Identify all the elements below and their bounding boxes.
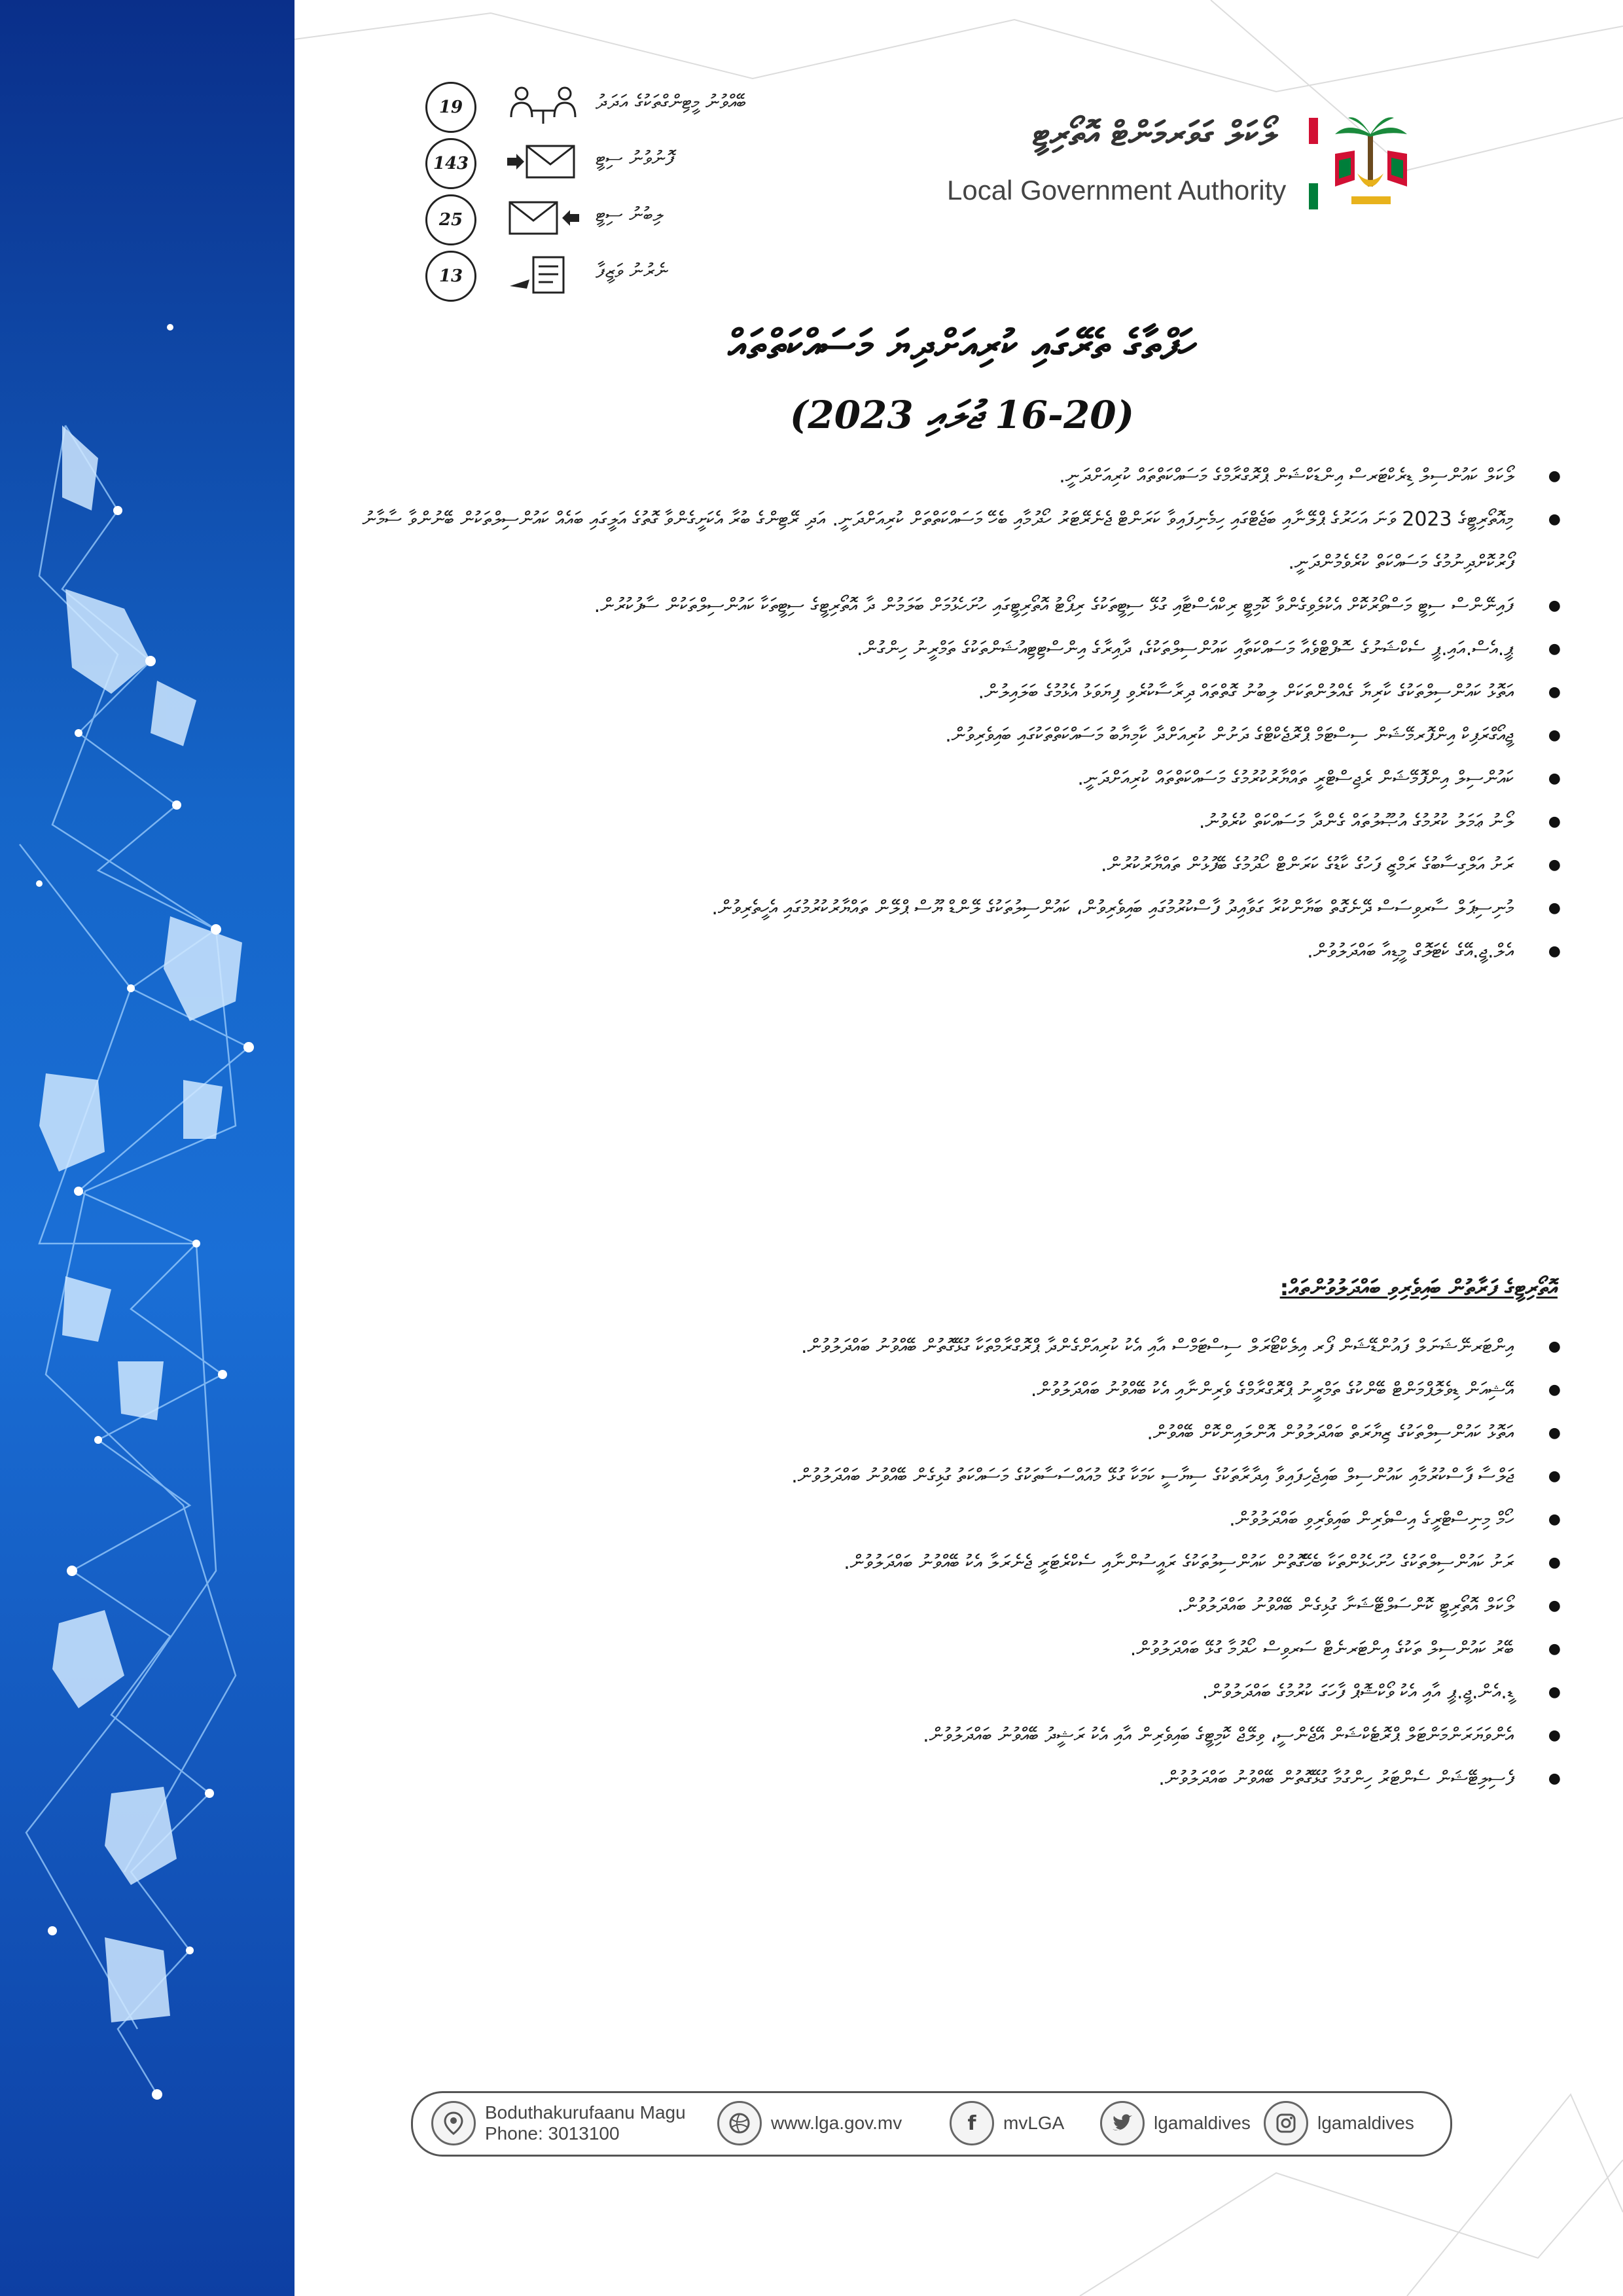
list-item: ● މިއޮތޯރިޓީގެ 2023 ވަނަ އަހަރުގެ ޕްލޭނާއި ބަޖެޓްގައި ހިމެނިފައިވާ ކަރަންޓް ޖެނެރޭޓަރު ހޯދުމާއި ބެހޭ މަސައްކަތްތަށް ކުރިއަށްދަނީ. އަދި ރޭޓިންގެ ބުރާ އެކަށީގެންވާ ގޮތުގެ އަލީގައި ބައެއް ކައުންސިލްތަކުން ބޭނުންވާ ސާމާނު ފޯރުކޮށްދިނުމުގެ މަސައްކަތް ކުރެވެމުންދަނީ.	[288, 498, 1535, 584]
twitter-icon	[1100, 2101, 1145, 2145]
globe-icon	[717, 2101, 762, 2145]
list-item: ● ލޯކަލް ކައުންސިލް ޑިރެކްޓަރސް އިންޑަކްޝަން ޕްރޮގްރާމްގެ މަސައްކަތްތައް ކުރިއަށްދަނީ.	[288, 455, 1535, 498]
list-item: ● ލޯނު ޢަމަލު ކުރުމުގެ އުޞޫލުތައް ގެންދާ މަސައްކަތް ކުރެވުނު.	[288, 800, 1535, 844]
address-line: Boduthakurufaanu Magu	[485, 2102, 686, 2123]
lga-logo	[942, 115, 1414, 213]
address-item	[431, 2102, 686, 2144]
logo-dhivehi-text: ލޯކަލް ގަވަރމަންޓް އޮތޯރިޓީ	[1032, 115, 1276, 154]
stat-jobs	[425, 251, 792, 307]
list-item: ● ކައުންސިލް އިންފޮމޭޝަން ރެޖިސްޓްރީ ތައްޔާރުކުރުމުގެ މަސައްކަތްތައް ކުރިއަށްދަނީ.	[288, 757, 1535, 800]
list-item: ● އަތޮޅު ކައުންސިލްތަކުގެ ކާރިޔާ ގެއްލުންތަކަށް ލިބުނު ގޮތްތައް ދިރާސާކުރެވި ފިޔަވަޅު އެޅުމުގެ ބަލައިލުން.	[288, 671, 1535, 714]
list-item: ● ޕީ.އެސް.އައި.ޕީ ސެކްޝަނުގެ ސޮފްޓްވެއާ މަސައްކަތާއި ކައުންސިލްތަކުގެ، ދާއިރާގެ އިންސްޓިޓިއުޝަންތަކުގެ ތަމްރީނު ހިންގުން.	[288, 628, 1535, 671]
instagram-item[interactable]	[1264, 2102, 1414, 2144]
facebook-link[interactable]: mvLGA	[1003, 2113, 1065, 2133]
incoming-letter-icon	[507, 197, 579, 239]
weekly-stats	[425, 82, 792, 307]
list-item: ● ފައިނޭންސް ސިޓީ މަސްވޯރުކޮށް އެކުލެވިގެންވާ ކޮމިޓީ ރިކްއެސްޓާއި ގުޅޭ ސިޓީތަކުގެ ރިޕޯޓު އޮތޯރިޓީގައި ހުށަހެޅުމަށް ބަލަމުން ދާ އޮތޯރިޓީގެ ސިޓީތަކާ ކައުންސިލްތަކުން ސާފުކުރުން.	[288, 584, 1535, 628]
list-item: ● ހޯމް މިނިސްޓްރީގެ އިސްވެރިން ބައިވެރިވި ބައްދަލުވުން.	[288, 1498, 1535, 1541]
facebook-item[interactable]	[950, 2102, 1064, 2144]
instagram-link[interactable]: lgamaldives	[1317, 2113, 1414, 2133]
stat-number: 143	[425, 138, 476, 189]
meetings-list	[288, 1325, 1535, 1801]
list-item: ● ރަށު އަލްގިސާބުގެ ރަމްޒީ ފަހުގެ ކާޑުގެ ކަރަންޓް ހޯދުމުގެ ބޭފުޅުން ތައްޔާރުކުރުން.	[288, 844, 1535, 887]
stat-label: ބޭއްވުނު މީޓިންގްތަކުގެ އަދަދު	[596, 91, 746, 114]
stat-outgoing-letters	[425, 138, 792, 194]
logo-english-text: Local Government Authority	[947, 175, 1287, 206]
phone-line: Phone: 3013100	[485, 2123, 620, 2144]
twitter-item[interactable]	[1100, 2102, 1251, 2144]
national-emblem-icon	[1329, 115, 1414, 213]
decorative-sidebar	[0, 0, 294, 2296]
list-item: ● މުނިސިޕަލް ސާރވިސަސް ދޭނެގޮތް ބަޔާންކުރާ ގަވާއިދު ފާސްކުރުމުގައި ބައިވެރިވުން، ކައުންސިލުތަކުގެ ލޭންޑް ޔޫސް ޕްލޭން ތައްޔާރުކުރުމުގައި އެހީތެރިވުން.	[288, 887, 1535, 930]
meeting-icon	[507, 84, 579, 126]
list-item: ● އޭޝިއަން ޑިވެލޮޕްމަންޓް ބޭންކުގެ ތަމްރީނު ޕްރޮގްރާމްގެ ވެރިންނާއި އެކު ބޭއްވުނު ބައްދަލުވުން.	[288, 1369, 1535, 1412]
stat-label: ލިބުނު ސިޓީ	[596, 204, 664, 226]
list-item: ● ބޭރު ކައުންސިލް ތަކުގެ އިންޓަރނެޓް ސަރވިސް ހޯދުމާ ގުޅޭ ބައްދަލުވުން.	[288, 1628, 1535, 1671]
stat-label: ފޮނުވުނު ސިޓީ	[596, 147, 674, 170]
contact-footer	[411, 2091, 1452, 2157]
twitter-link[interactable]: lgamaldives	[1154, 2113, 1251, 2133]
facebook-icon: f	[950, 2101, 994, 2145]
network-map-graphic	[0, 0, 294, 2296]
website-item[interactable]	[717, 2102, 902, 2144]
stat-number: 13	[425, 251, 476, 302]
list-item: ● ރަށު ކައުންސިލްތަކުގެ ހުށަހެޅުންތަކާ ބެހޭގޮތުން ކައުންސިލުތަކުގެ ރައީސުންނާއި ސެކްރެޓަރީ ޖެނެރަލާ އެކު ބޭއްވުނު ބައްދަލުވުން.	[288, 1541, 1535, 1585]
list-item: ● އެންވަޔަރަންމަންޓަލް ޕްރޮޓެކްޝަން އޭޖެންސީ، ވިލޭޖް ކޮމިޓީގެ ބައިވެރިން އާއި އެކު ރަޝީދު ބޭއްވުނު ބައްދަލުވުން.	[288, 1714, 1535, 1757]
activities-list	[288, 455, 1535, 973]
stat-number: 25	[425, 194, 476, 245]
list-item: ● އަތޮޅު ކައުންސިލްތަކުގެ ޒިޔާރަތް ބައްދަލުވުން އޮންލައިންކޮށް ބޭއްވުން.	[288, 1412, 1535, 1455]
list-item: ● އެލް.ޖީ.އޭގެ ކެޓަލޮގް މީޑިއާ ބައްދަލުވުން.	[288, 930, 1535, 973]
location-pin-icon	[431, 2101, 476, 2145]
flag-bars-icon	[1309, 118, 1318, 209]
page-title: ހަފްތާގެ ތެރޭގައި ކުރިއަށްދިޔަ މަސައްކަތްތައް	[728, 321, 1196, 368]
stat-meetings	[425, 82, 792, 138]
list-item: ● ފެސިލިޓޭޝަން ސެންޓަރު ހިންގުމާ ގުޅޭގޮތުން ބޭއްވުނު ބައްދަލުވުން.	[288, 1757, 1535, 1801]
website-link[interactable]: www.lga.gov.mv	[771, 2113, 902, 2133]
job-post-icon	[507, 253, 579, 295]
list-item: ● ޖީއޯގްރަފިކް އިންފޮރމޭޝަން ސިސްޓަމް ޕްރޮޖެކްޓްގެ ދަށުން ކުރިއަށްދާ ކާމިޔާބު މަސައްކަތްތަކުގައި ބައިވެރިވުން.	[288, 714, 1535, 757]
list-item: ● އިންޓަރނޭޝަނަލް ފައުންޑޭޝަން ފޯރ އިލެކްޓޯރަލް ސިސްޓަމްސް އާއި އެކު ކުރިއަށްގެންދާ ޕްރޮގްރާމްތަކާ ގުޅޭގޮތުން ބޭއްވުނު ބައްދަލުވުން.	[288, 1325, 1535, 1369]
stat-label: ނެރުނު ވަޒީފާ	[596, 260, 668, 283]
outgoing-letter-icon	[507, 141, 579, 183]
meetings-section-heading: އޮތޯރިޓީގެ ފަރާތުން ބައިވެރިވި ބައްދަލުވުންތައް:	[1279, 1275, 1558, 1301]
stat-number: 19	[425, 82, 476, 133]
list-item: ● ލޯކަލް އޮތޯރިޓީ ކޮންސަލްޓޭޝަނާ ގުޅިގެން ބޭއްވުނު ބައްދަލުވުން.	[288, 1585, 1535, 1628]
list-item: ● ޖަލްސާ ފާސްކުރުމާއި ކައުންސިލް ބައިޖެހިފައިވާ އިދާރާތަކުގެ ސިޔާސީ ކަމަކާ ގުޅޭ މުއައްސަސާތަކުގެ މަސައްކަތު ގުޅިގެން ބޭއްވުނު ބައްދަލުވުން.	[288, 1455, 1535, 1498]
stat-incoming-letters	[425, 194, 792, 251]
list-item: ● ޑީ.އެން.ޖީ.ޕީ އާއި އެކު ވޯކްޝޮޕް ފާހަގަ ކުރުމުގެ ބައްދަލުވުން.	[288, 1671, 1535, 1714]
page-subtitle-date-range: (16-20 ޖުލައި 2023)	[789, 393, 1135, 437]
instagram-icon	[1264, 2101, 1308, 2145]
